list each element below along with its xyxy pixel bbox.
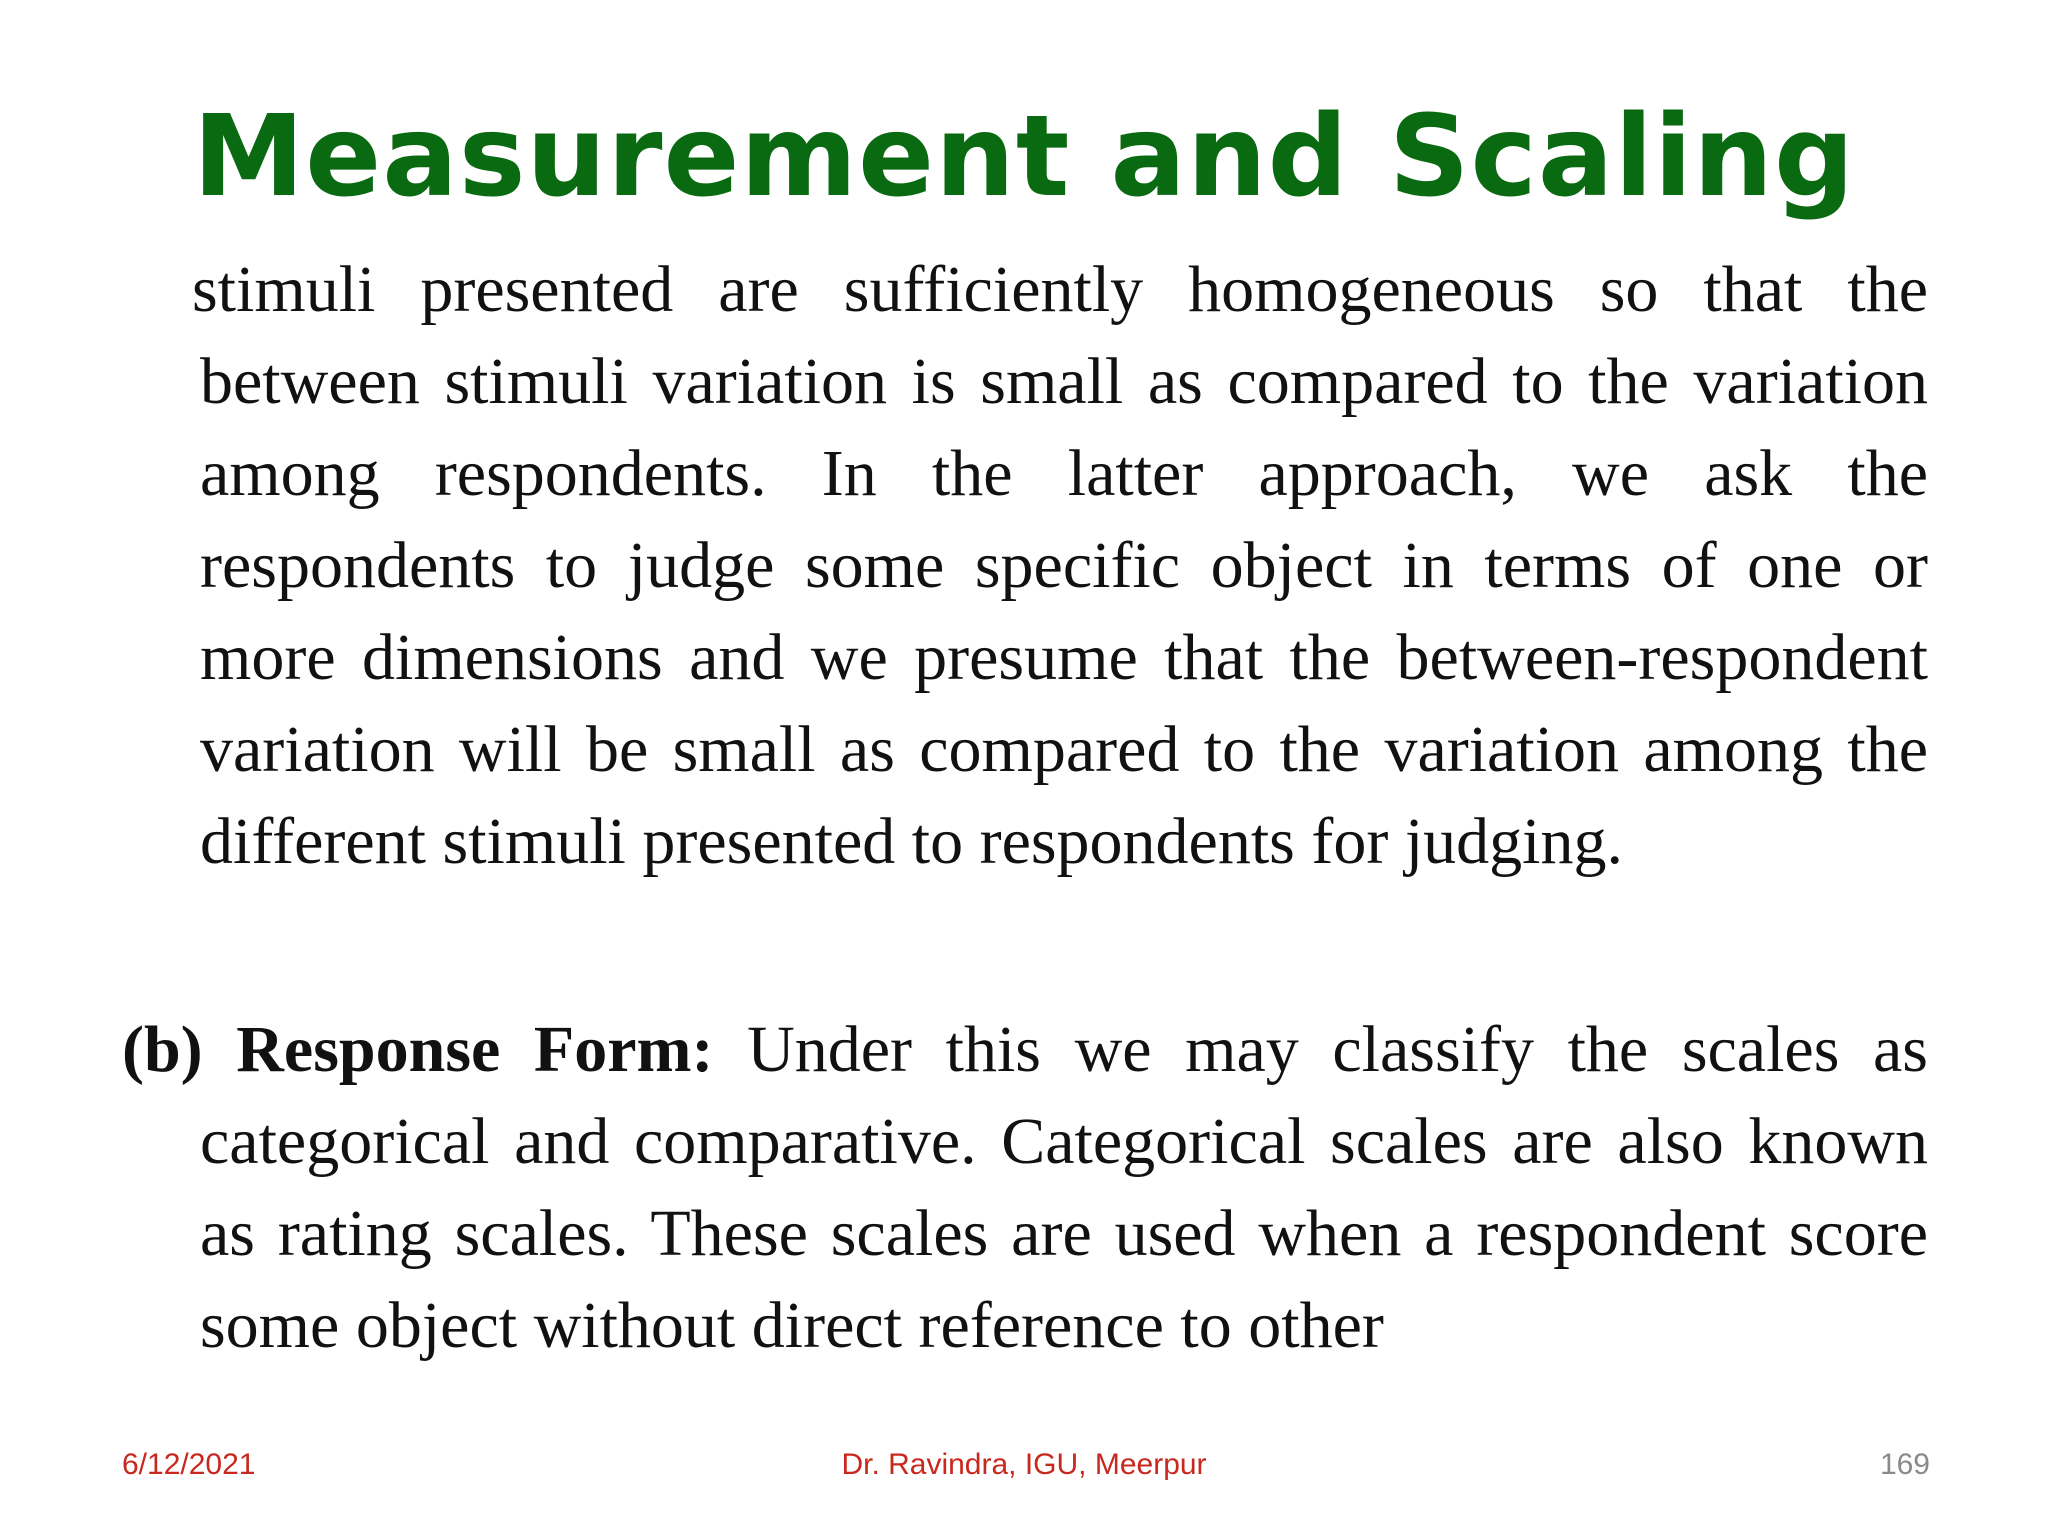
- slide-title: Measurement and Scaling: [192, 92, 1856, 222]
- body-paragraph-2: [122, 1004, 1928, 1372]
- response-form-text: Under this we may classify the scales as categorical and comparative. Categorical scales are also known as rating scales. These scales are used when a respondent score some object without direct reference to other: [200, 1013, 1928, 1362]
- slide-number: 169: [1879, 1448, 1930, 1481]
- body-paragraph-1: stimuli presented are sufficiently homogeneous so that the between stimuli variation is small as compared to the variation among respondents. In the latter approach, we ask the respondents to judge some specific object in terms of one or more dimensions and we presume that the between-respondent variation will be small as compared to the variation among the different stimuli presented to respondents for judging.: [192, 253, 1928, 878]
- response-form-heading: (b) Response Form:: [122, 1013, 714, 1086]
- footer-author: Dr. Ravindra, IGU, Meerpur: [841, 1448, 1207, 1481]
- footer-date: 6/12/2021: [122, 1448, 256, 1481]
